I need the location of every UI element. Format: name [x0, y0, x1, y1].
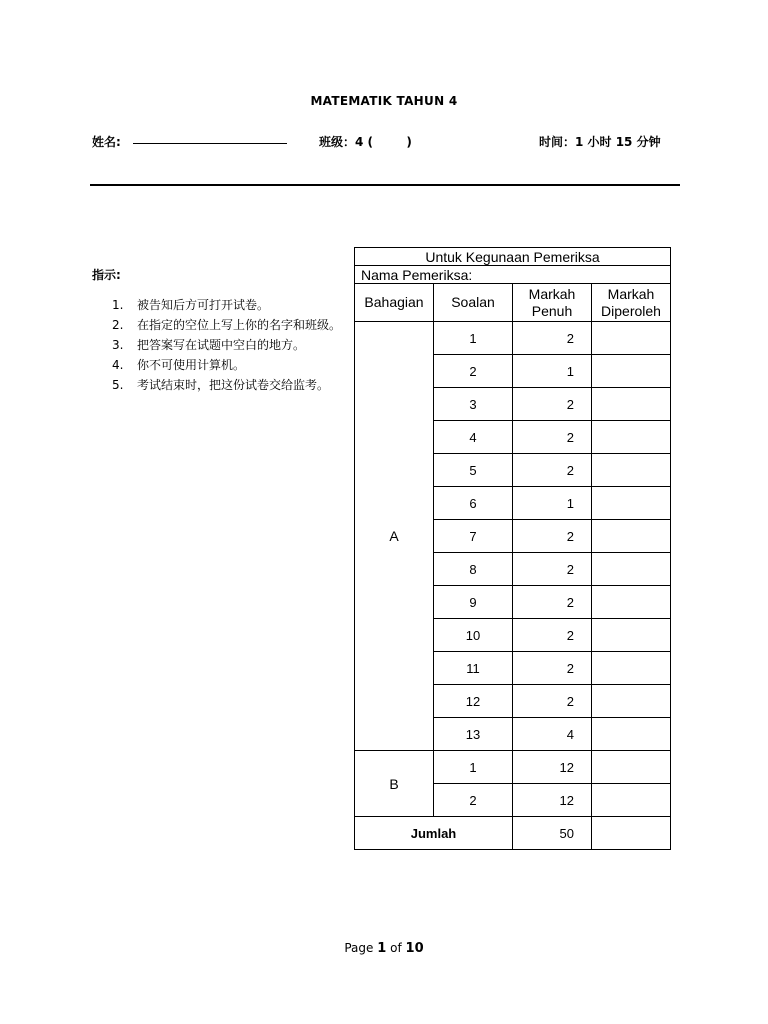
marks-obtained-cell[interactable]	[592, 487, 671, 520]
examiner-marks-table	[354, 247, 671, 850]
marks-obtained-cell[interactable]	[592, 355, 671, 388]
instruction-number: 3.	[112, 338, 124, 352]
full-marks: 1	[513, 487, 592, 520]
marks-obtained-cell[interactable]	[592, 652, 671, 685]
marks-obtained-cell[interactable]	[592, 520, 671, 553]
full-marks: 2	[513, 619, 592, 652]
question-number: 2	[434, 355, 513, 388]
full-marks: 2	[513, 421, 592, 454]
column-header-section: Bahagian	[355, 284, 434, 322]
instructions-list	[112, 297, 352, 397]
full-marks: 2	[513, 388, 592, 421]
marks-obtained-cell[interactable]	[592, 751, 671, 784]
instruction-item	[112, 317, 352, 334]
question-number: 5	[434, 454, 513, 487]
question-number: 4	[434, 421, 513, 454]
marks-obtained-cell[interactable]	[592, 388, 671, 421]
column-header-question: Soalan	[434, 284, 513, 322]
full-marks: 2	[513, 685, 592, 718]
question-number: 2	[434, 784, 513, 817]
page-word: Page	[344, 941, 374, 955]
full-marks: 12	[513, 784, 592, 817]
full-marks: 12	[513, 751, 592, 784]
name-blank-line	[133, 143, 287, 144]
total-label: Jumlah	[355, 817, 513, 850]
marks-obtained-cell[interactable]	[592, 454, 671, 487]
page-total: 10	[405, 941, 424, 956]
question-number: 1	[434, 751, 513, 784]
instruction-number: 4.	[112, 358, 124, 372]
question-number: 13	[434, 718, 513, 751]
of-word: of	[390, 941, 402, 955]
marks-obtained-cell[interactable]	[592, 421, 671, 454]
instruction-text: 你不可使用计算机。	[137, 358, 246, 372]
full-marks: 2	[513, 652, 592, 685]
instruction-number: 1.	[112, 298, 124, 312]
marks-obtained-cell[interactable]	[592, 322, 671, 355]
paper-title: MATEMATIK TAHUN 4	[310, 94, 458, 108]
full-marks: 2	[513, 586, 592, 619]
full-marks: 2	[513, 553, 592, 586]
instruction-item	[112, 377, 352, 394]
instruction-text: 把答案写在试题中空白的地方。	[137, 338, 306, 352]
instruction-text: 在指定的空位上写上你的名字和班级。	[137, 318, 342, 332]
full-marks: 4	[513, 718, 592, 751]
question-number: 12	[434, 685, 513, 718]
question-number: 3	[434, 388, 513, 421]
marks-obtained-cell[interactable]	[592, 685, 671, 718]
full-marks: 2	[513, 322, 592, 355]
column-header-marks-obtained: Markah Diperoleh	[592, 284, 671, 322]
instruction-number: 5.	[112, 378, 124, 392]
table-row	[355, 322, 671, 355]
full-marks: 2	[513, 520, 592, 553]
instructions-title: 指示:	[92, 268, 121, 282]
page-number: 1	[377, 941, 387, 956]
total-row	[355, 817, 671, 850]
table-row	[355, 751, 671, 784]
instruction-item	[112, 357, 352, 374]
time-label: 时间：1 小时 15 分钟	[539, 135, 661, 149]
marks-obtained-cell[interactable]	[592, 586, 671, 619]
marks-obtained-cell[interactable]	[592, 718, 671, 751]
total-marks-obtained-cell[interactable]	[592, 817, 671, 850]
page-footer	[0, 941, 768, 956]
table-title: Untuk Kegunaan Pemeriksa	[355, 248, 671, 266]
class-label: 班级：4 ( )	[319, 135, 412, 149]
question-number: 9	[434, 586, 513, 619]
instruction-number: 2.	[112, 318, 124, 332]
full-marks: 1	[513, 355, 592, 388]
column-header-full-marks: Markah Penuh	[513, 284, 592, 322]
examiner-name-field[interactable]: Nama Pemeriksa:	[355, 266, 671, 284]
question-number: 6	[434, 487, 513, 520]
marks-obtained-cell[interactable]	[592, 553, 671, 586]
marks-obtained-cell[interactable]	[592, 619, 671, 652]
marks-obtained-cell[interactable]	[592, 784, 671, 817]
section-label: B	[355, 751, 434, 817]
name-label: 姓名:	[92, 135, 121, 149]
question-number: 7	[434, 520, 513, 553]
section-label: A	[355, 322, 434, 751]
total-full-marks: 50	[513, 817, 592, 850]
question-number: 11	[434, 652, 513, 685]
question-number: 8	[434, 553, 513, 586]
header-divider	[90, 184, 680, 186]
question-number: 1	[434, 322, 513, 355]
instruction-item	[112, 337, 352, 354]
instruction-text: 被告知后方可打开试卷。	[137, 298, 270, 312]
full-marks: 2	[513, 454, 592, 487]
instruction-item	[112, 297, 352, 314]
question-number: 10	[434, 619, 513, 652]
instruction-text: 考试结束时，把这份试卷交给监考。	[137, 378, 330, 392]
